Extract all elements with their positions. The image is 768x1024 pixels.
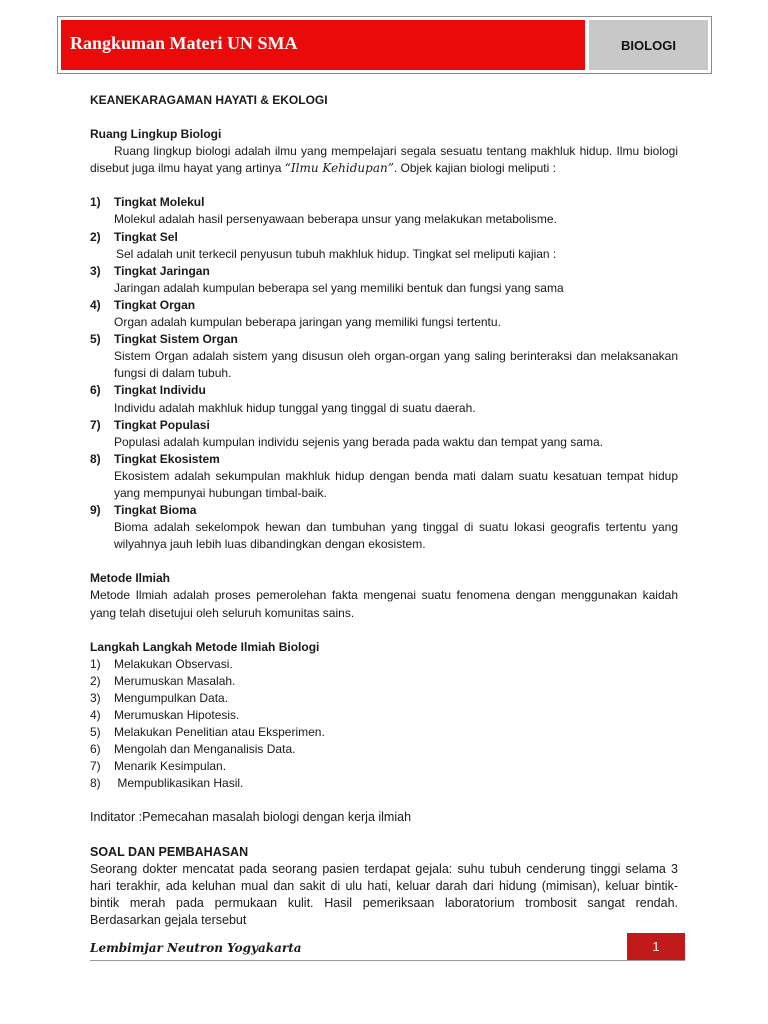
level-desc: Sistem Organ adalah sistem yang disusun oleh organ-organ yang saling berinteraksi dan melaksanakan fungsi di dalam tubuh.: [114, 349, 678, 381]
ruang-heading: Ruang Lingkup Biologi: [90, 127, 222, 142]
level-desc: Sel adalah unit terkecil penyusun tubuh makhluk hidup. Tingkat sel meliputi kajian :: [116, 246, 557, 261]
list-item: [90, 775, 678, 792]
level-number: 7): [90, 417, 101, 432]
level-title: Tingkat Populasi: [114, 417, 210, 432]
list-item: [90, 758, 678, 775]
header-subject: BIOLOGI: [621, 38, 676, 53]
list-item: [90, 331, 678, 382]
step-text: Merumuskan Hipotesis.: [114, 708, 240, 722]
step-number: 1): [90, 656, 101, 671]
list-item: [90, 707, 678, 724]
step-text: Mengolah dan Menganalisis Data.: [114, 742, 296, 757]
level-desc: Bioma adalah sekelompok hewan dan tumbuhan yang tinggal di suatu lokasi geografis tertentu yang wilyahnya jauh lebih luas dibandingkan dengan ekosistem.: [114, 520, 678, 552]
step-number: 6): [90, 742, 101, 757]
step-number: 7): [90, 759, 101, 774]
level-number: 8): [90, 451, 101, 466]
step-number: 8): [90, 776, 101, 791]
level-desc: Populasi adalah kumpulan individu sejenis yang berada pada waktu dan tempat yang sama.: [114, 434, 603, 449]
page-footer: [90, 933, 685, 962]
step-number: 5): [90, 725, 101, 740]
list-item: [90, 194, 678, 228]
list-item: [90, 229, 678, 263]
ruang-text-b: . Objek kajian biologi meliputi :: [393, 161, 556, 176]
page-number: 1: [627, 933, 685, 960]
step-number: 3): [90, 690, 101, 705]
langkah-heading: Langkah Langkah Metode Ilmiah Biologi: [90, 639, 320, 654]
ruang-text-a: Ruang lingkup biologi adalah ilmu yang mempelajari segala sesuatu tentang makhluk hidup. Ilmu biologi disebut juga ilmu hayat yang artinya: [90, 144, 678, 176]
list-item: [90, 673, 678, 690]
soal-paragraph: Seorang dokter mencatat pada seorang pasien terdapat gejala: suhu tubuh cenderung tinggi selama 3 hari terakhir, ada keluhan mual dan sakit di ulu hati, keluar darah dari hidung (mimisan), keluar bintik-bintik merah pada permukaan kulit. Hasil pemeriksaan laboratorium trombosit sangat rendah. Berdasarkan gejala tersebut: [90, 861, 678, 927]
page-header: [57, 16, 712, 74]
document-body: [90, 92, 678, 929]
ruang-paragraph: [90, 143, 678, 177]
metode-paragraph: Metode Ilmiah adalah proses pemerolehan fakta mengenai suatu fenomena dengan menggunakan kaidah yang telah disetujui oleh seluruh komunitas sains.: [90, 588, 678, 620]
list-item: [90, 382, 678, 416]
list-item: [90, 741, 678, 758]
level-title: Tingkat Sel: [114, 229, 178, 244]
step-text: Menarik Kesimpulan.: [114, 759, 227, 774]
list-item: [90, 724, 678, 741]
list-item: [90, 451, 678, 502]
steps-list: [90, 656, 678, 793]
metode-heading: Metode Ilmiah: [90, 571, 171, 586]
footer-publisher: Lembimjar Neutron Yogyakarta: [90, 941, 302, 955]
level-desc: Ekosistem adalah sekumpulan makhluk hidup dengan benda mati dalam suatu kesatuan tempat hidup yang mempunyai hubungan timbal-baik.: [114, 468, 678, 500]
soal-heading: SOAL DAN PEMBAHASAN: [90, 844, 249, 859]
level-title: Tingkat Ekosistem: [114, 451, 220, 466]
level-title: Tingkat Jaringan: [114, 263, 210, 278]
level-number: 2): [90, 229, 101, 244]
level-number: 5): [90, 332, 101, 347]
header-subject-box: [589, 20, 708, 70]
level-number: 9): [90, 503, 101, 518]
indikator-text: Inditator :Pemecahan masalah biologi dengan kerja ilmiah: [90, 810, 412, 825]
list-item: [90, 690, 678, 707]
level-desc: Organ adalah kumpulan beberapa jaringan yang memiliki fungsi tertentu.: [114, 315, 501, 330]
levels-list: [90, 194, 678, 553]
ruang-quote: “Ilmu Kehidupan”: [284, 161, 394, 176]
list-item: [90, 297, 678, 331]
step-text: Melakukan Observasi.: [114, 656, 233, 671]
list-item: [90, 502, 678, 553]
step-number: 4): [90, 708, 101, 722]
level-number: 4): [90, 297, 101, 312]
step-text: Mempublikasikan Hasil.: [114, 776, 244, 791]
level-number: 3): [90, 263, 101, 278]
level-title: Tingkat Sistem Organ: [114, 332, 238, 347]
step-number: 2): [90, 673, 101, 688]
step-text: Merumuskan Masalah.: [114, 673, 236, 688]
footer-divider: [90, 960, 685, 961]
step-text: Mengumpulkan Data.: [114, 690, 229, 705]
level-number: 6): [90, 383, 101, 398]
level-title: Tingkat Organ: [114, 297, 196, 312]
step-text: Melakukan Penelitian atau Eksperimen.: [114, 725, 325, 740]
level-title: Tingkat Bioma: [114, 503, 197, 518]
level-desc: Molekul adalah hasil persenyawaan beberapa unsur yang melakukan metabolisme.: [114, 212, 557, 227]
header-title: Rangkuman Materi UN SMA: [70, 33, 298, 53]
list-item: [90, 417, 678, 451]
level-number: 1): [90, 195, 101, 210]
main-title: KEANEKARAGAMAN HAYATI & EKOLOGI: [90, 93, 328, 107]
level-desc: Individu adalah makhluk hidup tunggal yang tinggal di suatu daerah.: [114, 400, 476, 415]
level-title: Tingkat Molekul: [114, 195, 205, 210]
level-desc: Jaringan adalah kumpulan beberapa sel yang memiliki bentuk dan fungsi yang sama: [114, 280, 564, 295]
level-title: Tingkat Individu: [114, 383, 206, 398]
list-item: [90, 263, 678, 297]
list-item: [90, 656, 678, 673]
header-title-banner: [61, 20, 585, 70]
